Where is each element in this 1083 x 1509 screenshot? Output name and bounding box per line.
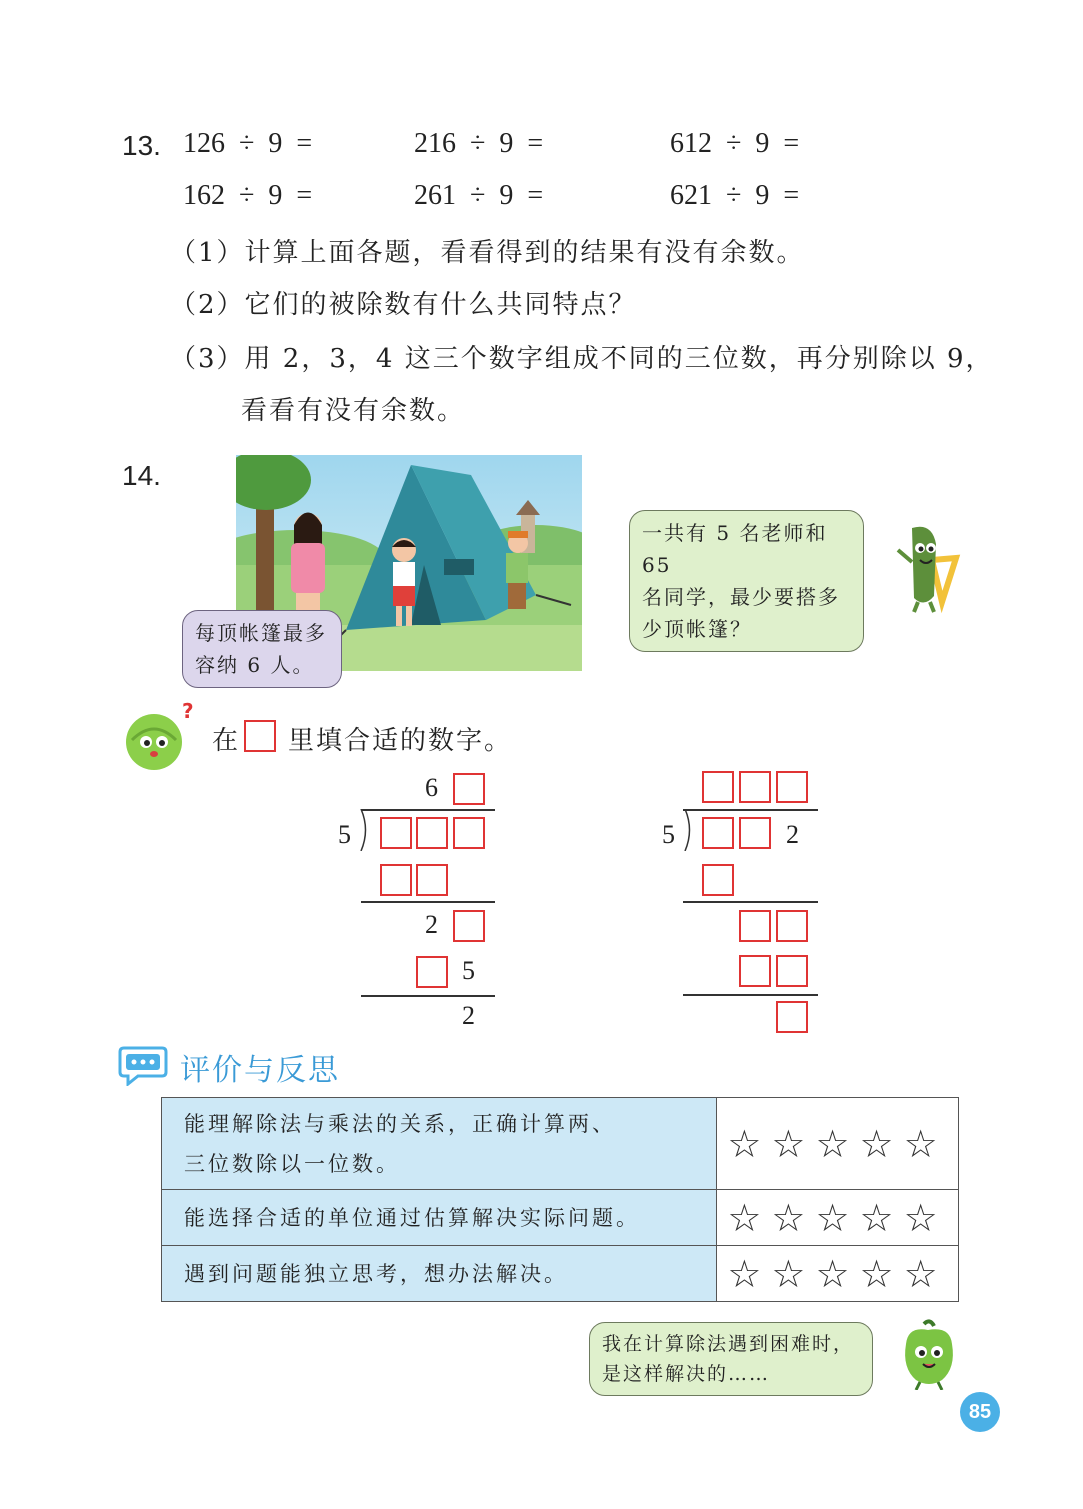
answer-box[interactable] [453,910,485,942]
fill-instruction-suffix: 里填合适的数字。 [288,726,513,756]
bubble-line: 少顶帐篷？ [642,617,752,641]
division-bracket [356,809,370,851]
divisor-digit: 5 [662,820,675,849]
bubble-line: 名同学，最少要搭多 [642,585,840,609]
answer-box[interactable] [416,956,448,988]
example-box-icon [244,720,276,752]
criterion-text: 能选择合适的单位通过估算解决实际问题。 [184,1205,640,1230]
answer-box[interactable] [739,817,771,849]
criterion-text: 能理解除法与乘法的关系，正确计算两、 [184,1111,616,1136]
reflection-bubble [589,1322,873,1396]
subtraction-line [361,995,495,997]
answer-box[interactable] [380,864,412,896]
dividend-digit: 2 [786,820,799,849]
remainder-digit: 2 [462,1001,475,1030]
criterion-cell [162,1098,717,1190]
answer-box[interactable] [453,817,485,849]
answer-box[interactable] [702,771,734,803]
answer-box[interactable] [739,955,771,987]
bubble-line: 我在计算除法遇到困难时， [602,1333,855,1355]
answer-box[interactable] [380,817,412,849]
question-bubble [629,510,864,652]
equation: 216 ÷ 9 = [414,128,544,159]
equation: 162 ÷ 9 = [183,180,313,211]
digit: 5 [462,956,475,985]
subtraction-line [361,901,495,903]
criterion-cell [162,1246,717,1302]
sub-question-2: （2）它们的被除数有什么共同特点？ [170,290,637,320]
answer-box[interactable] [776,771,808,803]
star-rating[interactable]: ☆☆☆☆☆ [717,1098,959,1190]
sub-question-3-cont: 看看有没有余数。 [241,396,466,426]
division-bar [361,809,495,811]
bubble-line: 一共有 5 名老师和 65 [642,521,828,577]
division-bracket [680,809,694,851]
digit: 2 [425,910,438,939]
divisor-digit: 5 [338,820,351,849]
evaluation-table [161,1097,959,1302]
answer-box[interactable] [416,817,448,849]
answer-box[interactable] [416,864,448,896]
pepper-mascot-icon [894,1318,964,1390]
criterion-text: 三位数除以一位数。 [184,1151,400,1176]
answer-box[interactable] [776,1001,808,1033]
fill-instruction-prefix: 在 [212,726,241,756]
table-row [162,1098,959,1190]
star-rating[interactable]: ☆☆☆☆☆ [717,1190,959,1246]
answer-box[interactable] [739,910,771,942]
section-title: 评价与反思 [180,1053,340,1088]
answer-box[interactable] [776,910,808,942]
sub-question-1: （1）计算上面各题，看看得到的结果有没有余数。 [170,238,805,268]
equation: 621 ÷ 9 = [670,180,800,211]
answer-box[interactable] [776,955,808,987]
criterion-text: 遇到问题能独立思考，想办法解决。 [184,1261,568,1286]
question-13-number: 13. [122,130,161,161]
table-row [162,1246,959,1302]
sub-question-3: （3）用 2，3，4 这三个数字组成不同的三位数，再分别除以 9， [170,344,994,374]
quotient-digit: 6 [425,773,438,802]
subtraction-line [683,901,818,903]
table-row [162,1190,959,1246]
cucumber-mascot-icon [884,518,964,614]
star-rating[interactable]: ☆☆☆☆☆ [717,1246,959,1302]
equation: 612 ÷ 9 = [670,128,800,159]
bubble-line: 是这样解决的…… [602,1363,771,1385]
cabbage-mascot-icon [118,700,198,772]
answer-box[interactable] [702,864,734,896]
answer-box[interactable] [453,773,485,805]
chat-bubble-icon [118,1044,168,1086]
svg-text:?: ? [182,700,194,723]
bubble-line: 容纳 6 人。 [195,653,315,677]
question-14-number: 14. [122,460,161,491]
equation: 126 ÷ 9 = [183,128,313,159]
answer-box[interactable] [739,771,771,803]
subtraction-line [683,994,818,996]
division-bar [683,809,818,811]
tent-capacity-bubble [182,610,342,688]
answer-box[interactable] [702,817,734,849]
bubble-line: 每顶帐篷最多 [195,621,327,645]
equation: 261 ÷ 9 = [414,180,544,211]
page-number: 85 [960,1392,1000,1432]
criterion-cell [162,1190,717,1246]
